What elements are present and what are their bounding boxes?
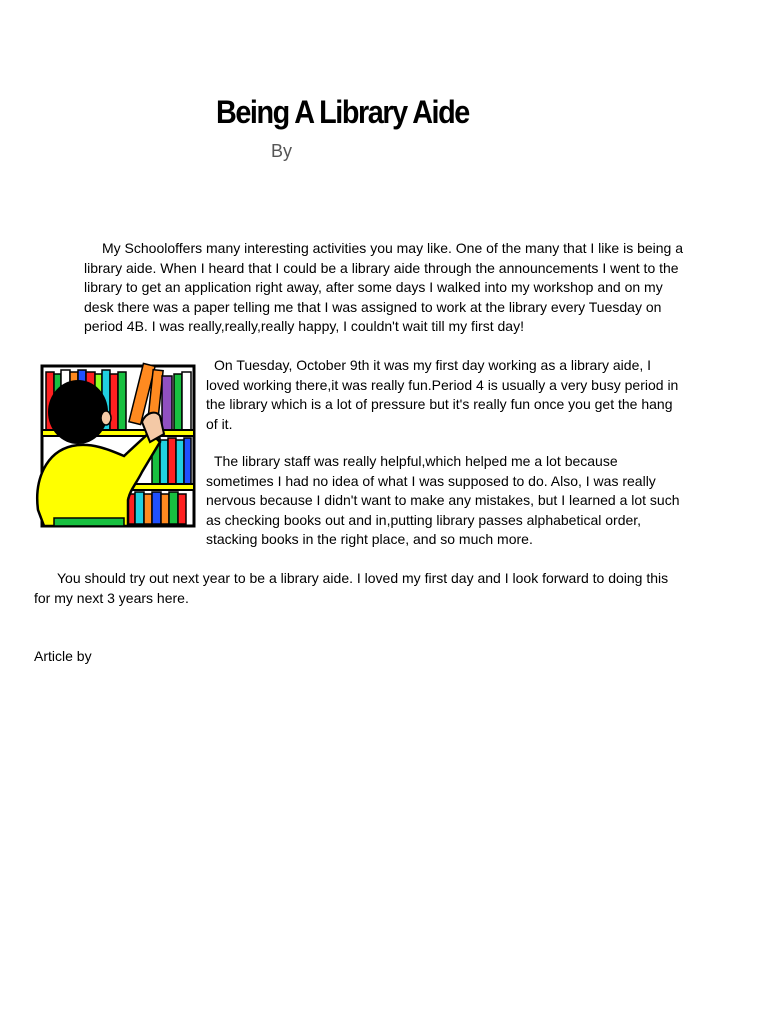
book <box>162 376 172 430</box>
article-credit: Article by <box>34 648 92 664</box>
book <box>176 440 184 484</box>
book <box>182 372 191 430</box>
book <box>110 374 118 430</box>
book <box>174 374 182 430</box>
book <box>168 438 176 484</box>
article-paragraph-4: You should try out next year to be a library aide. I loved my first day and I look forward to doing this for my next 3 years here. <box>34 570 669 606</box>
article-byline: By <box>271 141 293 161</box>
book <box>178 494 186 524</box>
person-ear <box>101 411 111 425</box>
article-paragraph-2: On Tuesday, October 9th it was my first day working as a library aide, I loved working there,it was really fun.Period 4 is usually a very busy period in the library which is a lot of pressure but it's really fun once you get the hang of it. <box>206 357 679 432</box>
book <box>169 492 178 524</box>
book <box>144 494 152 524</box>
book <box>118 372 126 430</box>
book <box>160 440 168 484</box>
book <box>161 494 169 524</box>
article-paragraph-3: The library staff was really helpful,which helped me a lot because sometimes I had no idea of what I was supposed to do. Also, I was really nervous because I didn't want to make any mistakes, but I learned a lot such as checking books out and in,putting library passes alphabetical order, stacking books in the right place, and so much more. <box>206 453 680 547</box>
book <box>152 492 161 524</box>
person-head <box>48 380 108 444</box>
book <box>184 438 191 484</box>
article-paragraph-1: My Schooloffers many interesting activities you may like. One of the many that I like is being a library aide. When I heard that I could be a library aide through the announcements I went to the library to get an application right away, after some days I walked into my workshop and on my desk there was a paper telling me that I was assigned to work at the library every Tuesday on period 4B. I was really,really,really happy, I couldn't wait till my first day! <box>84 240 684 334</box>
library-aide-clipart-icon <box>32 360 196 532</box>
article-title: Being A Library Aide <box>216 94 469 130</box>
person-pants <box>54 518 124 526</box>
book <box>135 492 144 524</box>
